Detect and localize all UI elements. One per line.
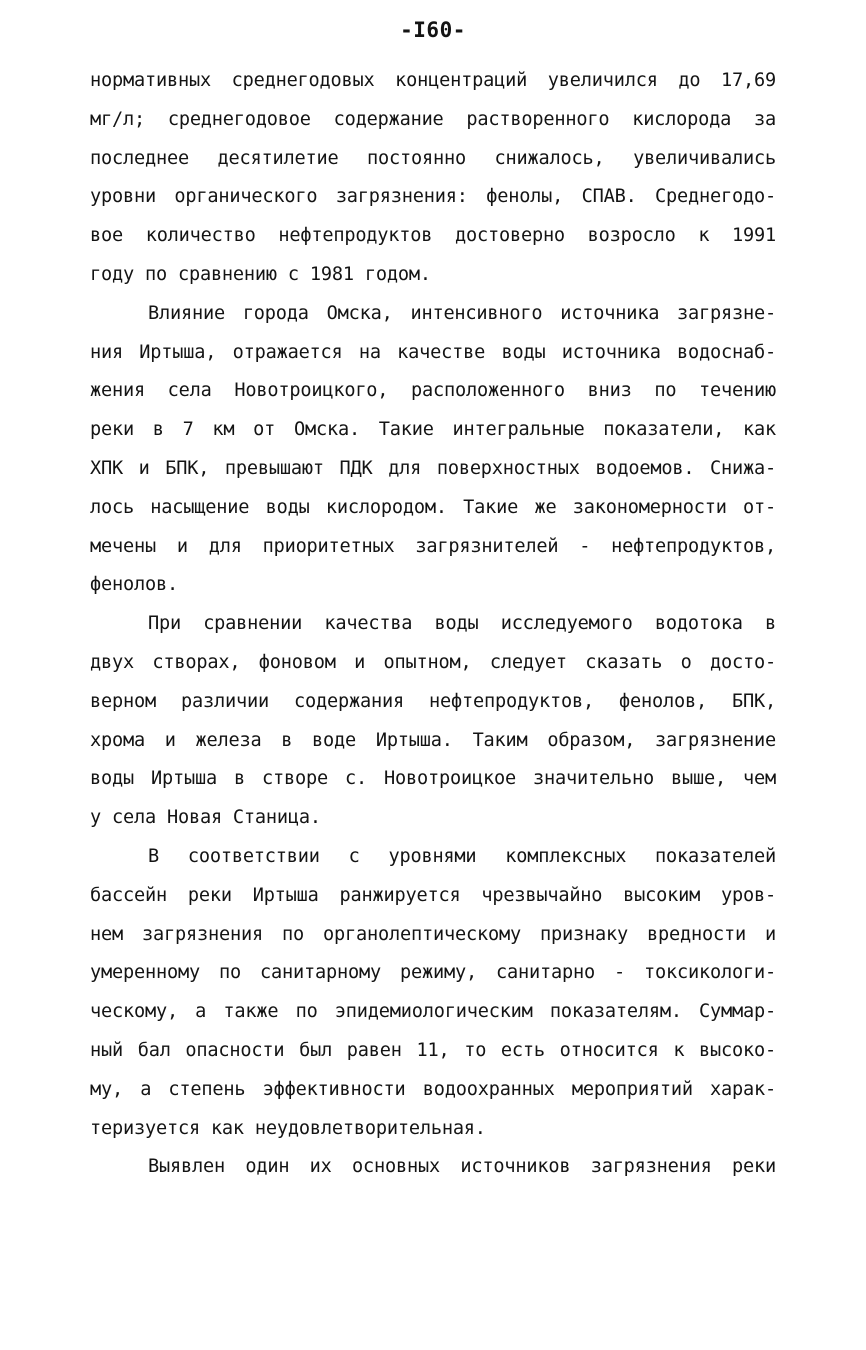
text-line: Выявлен один их основных источников загрязнения реки: [148, 1156, 776, 1178]
text-line: уровни органического загрязнения: фенолы, СПАВ. Среднегодо-: [90, 186, 776, 208]
text-line: бассейн реки Иртыша ранжируется чрезвычайно высоким уров-: [90, 884, 776, 906]
text-line: последнее десятилетие постоянно снижалось, увеличивались: [90, 147, 776, 169]
text-line: лось насыщение воды кислородом. Такие же закономерности от-: [90, 496, 776, 518]
body-text: [90, 66, 776, 1191]
text-line: нормативных среднегодовых концентраций увеличился до 17,69: [90, 70, 776, 91]
text-line: реки в 7 км от Омска. Такие интегральные показатели, как: [90, 419, 776, 441]
text-line: теризуется как неудовлетворительная.: [90, 1117, 486, 1139]
text-line: В соответствии с уровнями комплексных показателей: [148, 845, 776, 867]
text-line: воды Иртыша в створе с. Новотроицкое значительно выше, чем: [90, 768, 776, 790]
text-line: фенолов.: [90, 574, 178, 596]
text-line: мг/л; среднегодовое содержание растворенного кислорода за: [90, 108, 776, 130]
text-line: ния Иртыша, отражается на качестве воды источника водоснаб-: [90, 341, 776, 363]
page-number: -I60-: [400, 18, 466, 42]
text-line: у села Новая Станица.: [90, 807, 321, 829]
text-line: верном различии содержания нефтепродуктов, фенолов, БПК,: [90, 690, 776, 712]
text-line: жения села Новотроицкого, расположенного вниз по течению: [90, 380, 776, 402]
text-line: двух створах, фоновом и опытном, следует сказать о досто-: [90, 651, 776, 673]
text-line: ческому, а также по эпидемиологическим показателям. Суммар-: [90, 1001, 776, 1023]
text-line: году по сравнению с 1981 годом.: [90, 263, 431, 285]
text-line: ХПК и БПК, превышают ПДК для поверхностных водоемов. Снижа-: [90, 457, 776, 479]
text-line: ный бал опасности был равен 11, то есть относится к высоко-: [90, 1039, 776, 1061]
text-line: Влияние города Омска, интенсивного источника загрязне-: [148, 302, 776, 324]
text-line: нем загрязнения по органолептическому признаку вредности и: [90, 923, 776, 945]
text-line: му, а степень эффективности водоохранных мероприятий харак-: [90, 1078, 776, 1100]
text-line: вое количество нефтепродуктов достоверно возросло к 1991: [90, 225, 776, 247]
text-line: мечены и для приоритетных загрязнителей - нефтепродуктов,: [90, 535, 776, 557]
text-line: При сравнении качества воды исследуемого водотока в: [148, 613, 776, 635]
text-line: умеренному по санитарному режиму, санитарно - токсикологи-: [90, 962, 776, 984]
text-line: хрома и железа в воде Иртыша. Таким образом, загрязнение: [90, 729, 776, 751]
